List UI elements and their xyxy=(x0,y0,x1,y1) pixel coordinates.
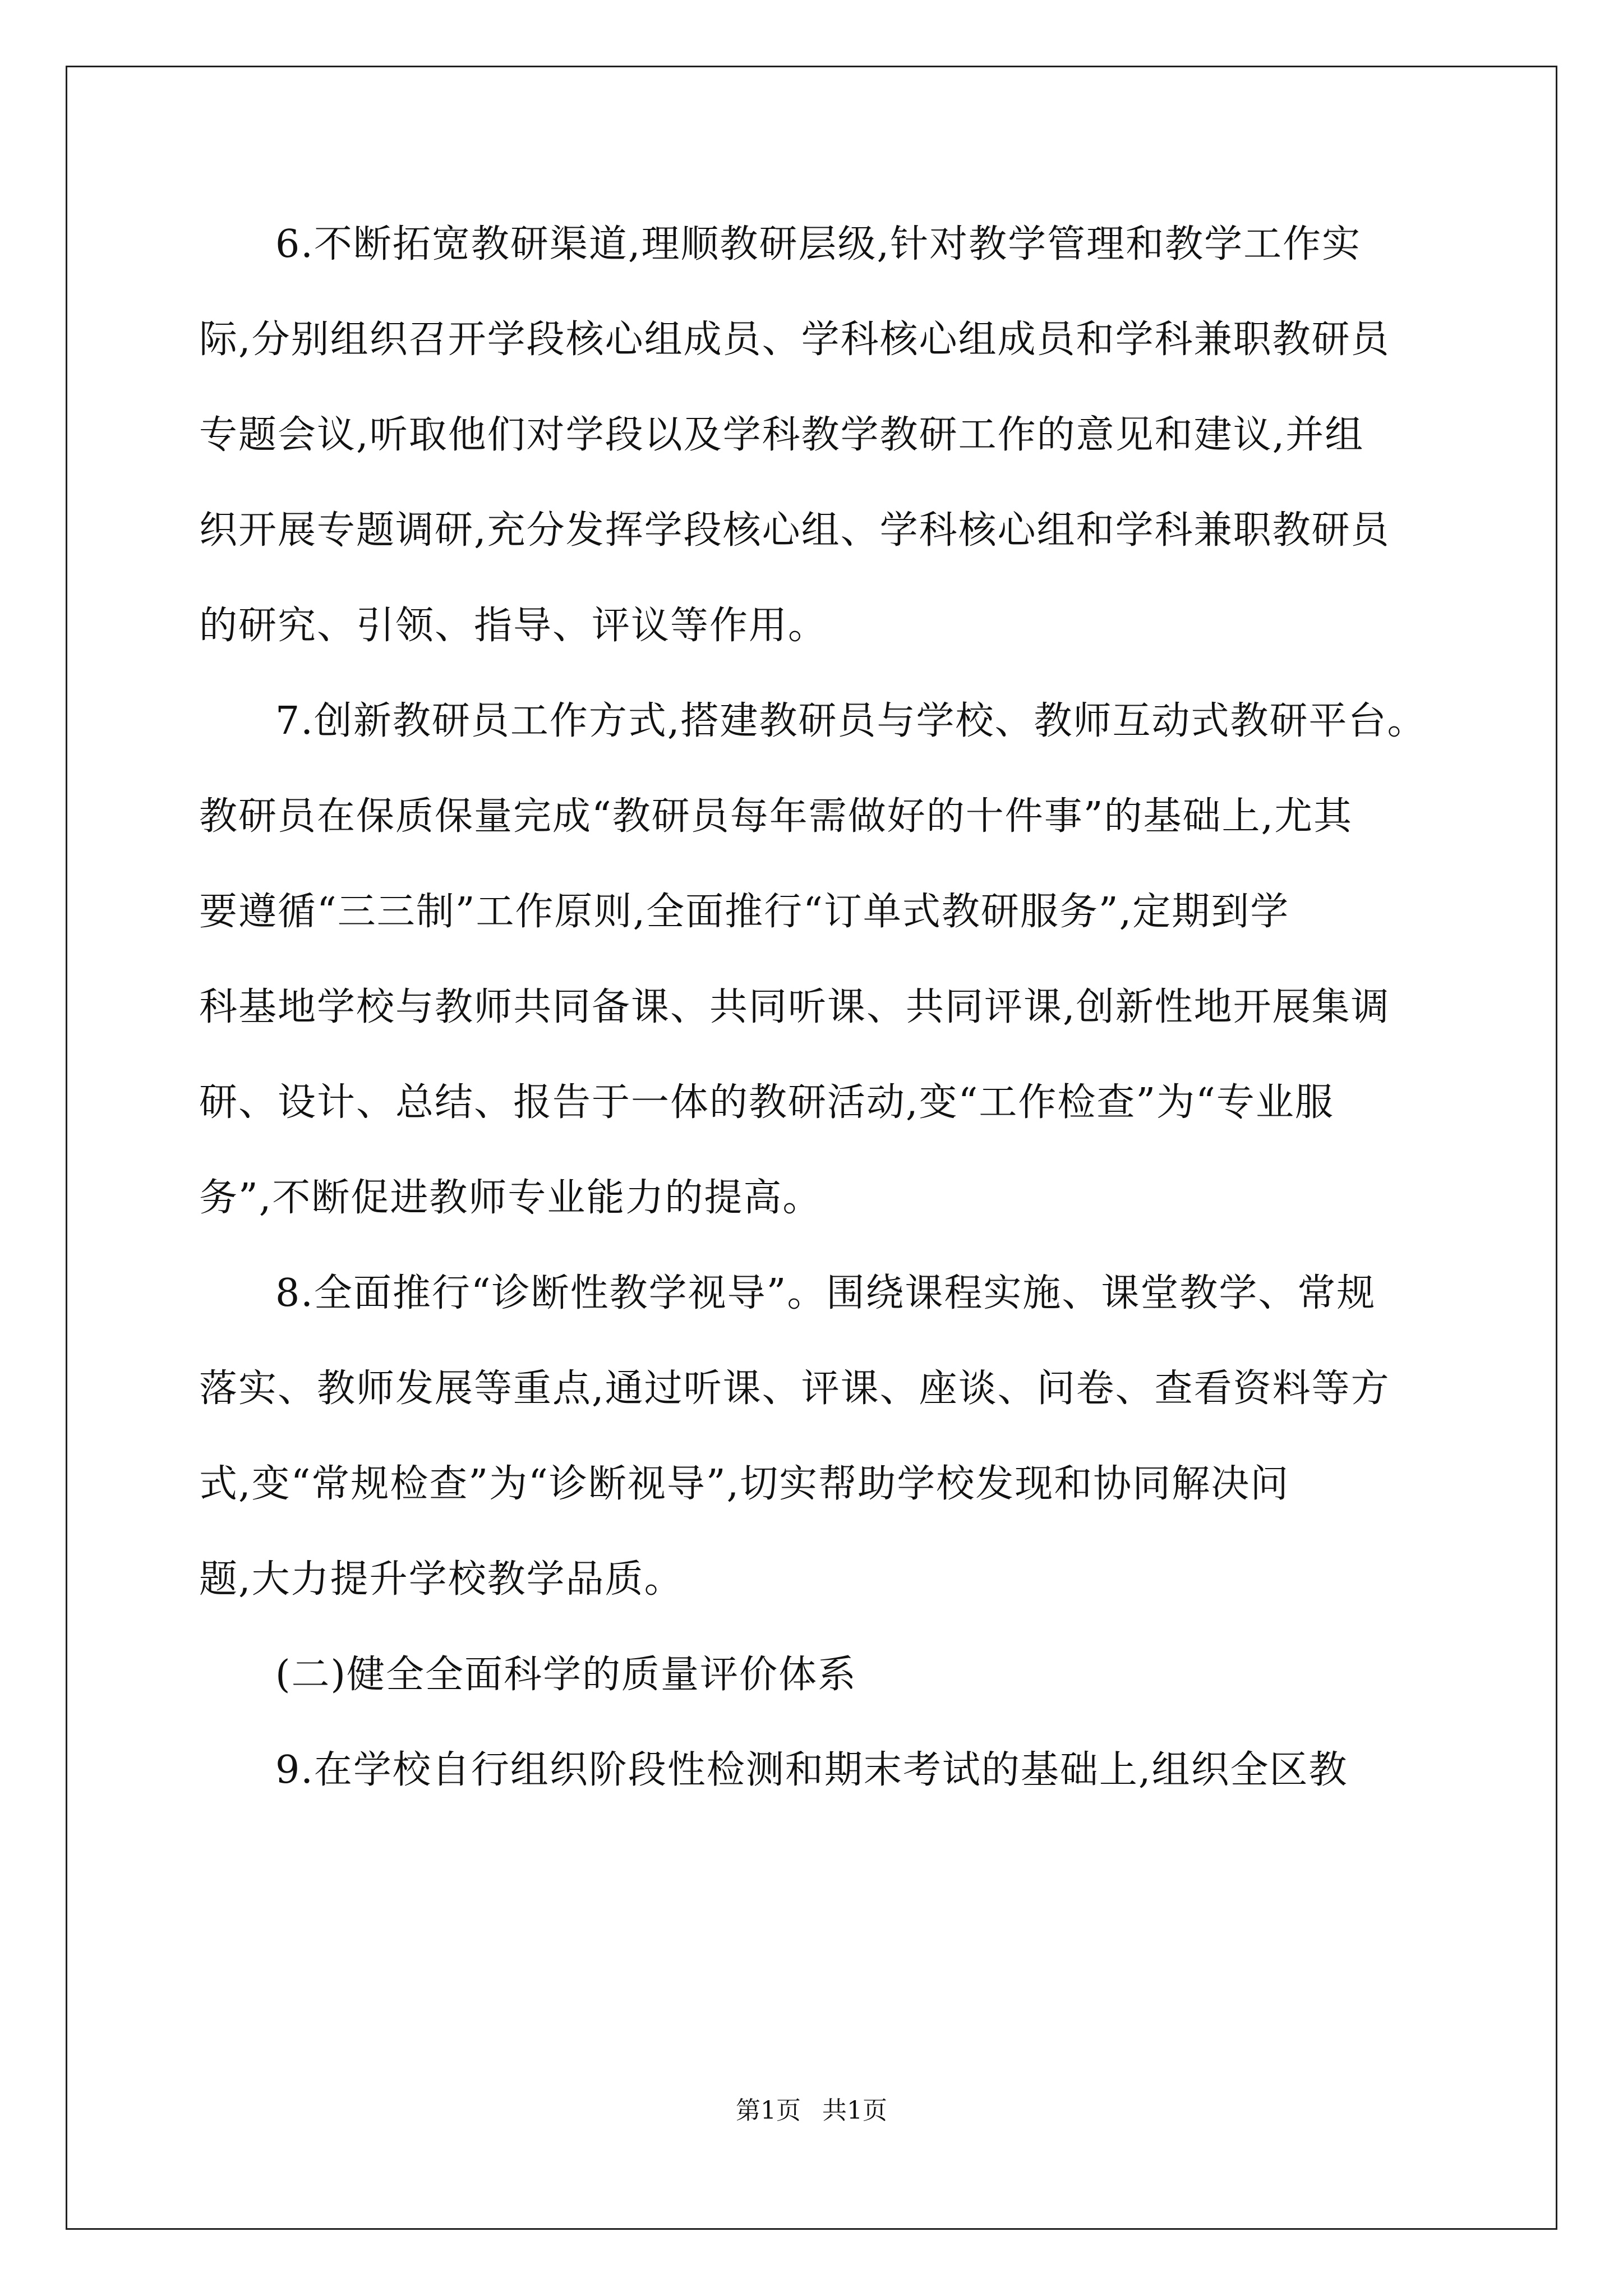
paragraph-8-line-3: 式,变“常规检查”为“诊断视导”,切实帮助学校发现和协同解决问 xyxy=(199,1462,1290,1506)
paragraph-7-line-1: 7.创新教研员工作方式,搭建教研员与学校、教师互动式教研平台。 xyxy=(275,699,1427,743)
section-heading: (二)健全全面科学的质量评价体系 xyxy=(275,1653,857,1697)
page-total: 共1页 xyxy=(822,2096,887,2125)
paragraph-6-line-3: 专题会议,听取他们对学段以及学科教学教研工作的意见和建议,并组 xyxy=(199,413,1364,457)
paragraph-7-line-5: 研、设计、总结、报告于一体的教研活动,变“工作检查”为“专业服 xyxy=(199,1080,1334,1125)
page-footer xyxy=(0,2094,1623,2128)
page-border xyxy=(66,66,1557,2230)
paragraph-8-line-4: 题,大力提升学校教学品质。 xyxy=(199,1557,684,1602)
page-number: 第1页 xyxy=(736,2096,801,2125)
paragraph-6-line-2: 际,分别组织召开学段核心组成员、学科核心组成员和学科兼职教研员 xyxy=(199,318,1390,362)
paragraph-6-line-4: 织开展专题调研,充分发挥学段核心组、学科核心组和学科兼职教研员 xyxy=(199,508,1390,553)
paragraph-8-line-2: 落实、教师发展等重点,通过听课、评课、座谈、问卷、查看资料等方 xyxy=(199,1366,1390,1411)
paragraph-6-line-5: 的研究、引领、指导、评议等作用。 xyxy=(199,604,828,648)
paragraph-8-line-1: 8.全面推行“诊断性教学视导”。围绕课程实施、课堂教学、常规 xyxy=(275,1271,1376,1315)
paragraph-7-line-4: 科基地学校与教师共同备课、共同听课、共同评课,创新性地开展集调 xyxy=(199,985,1390,1029)
paragraph-6-line-1: 6.不断拓宽教研渠道,理顺教研层级,针对教学管理和教学工作实 xyxy=(275,222,1362,266)
paragraph-7-line-6: 务”,不断促进教师专业能力的提高。 xyxy=(199,1176,822,1220)
paragraph-7-line-2: 教研员在保质保量完成“教研员每年需做好的十件事”的基础上,尤其 xyxy=(199,794,1353,839)
paragraph-9-line-1: 9.在学校自行组织阶段性检测和期末考试的基础上,组织全区教 xyxy=(275,1748,1348,1792)
paragraph-7-line-3: 要遵循“三三制”工作原则,全面推行“订单式教研服务”,定期到学 xyxy=(199,890,1290,934)
